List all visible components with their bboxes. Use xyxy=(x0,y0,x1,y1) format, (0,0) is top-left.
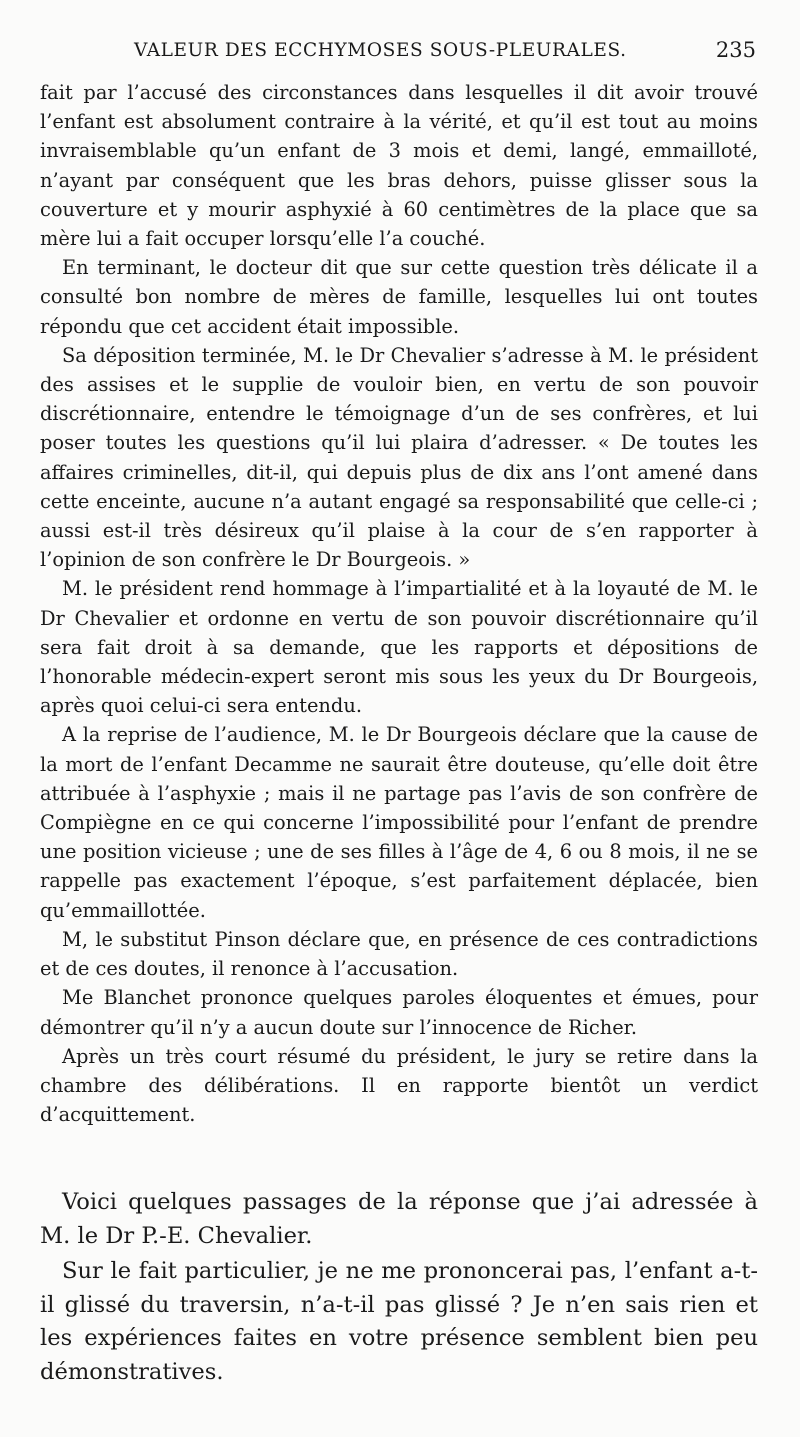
paragraph: M. le président rend hommage à l’impartialité et à la loyauté de M. le Dr Chevalier et ordonne en vertu de son pouvoir discrétionnaire qu’il sera fait droit à sa demande, que les rapports et dépositions de l’honorable médecin-expert seront mis sous les yeux du Dr Bourgeois, après quoi celui-ci sera entendu. xyxy=(40,577,758,718)
paragraph: Après un très court résumé du président, le jury se retire dans la chambre des délibérations. Il en rapporte bientôt un verdict d’acquittement. xyxy=(40,1044,758,1127)
running-title: VALEUR DES ECCHYMOSES SOUS-PLEURALES. xyxy=(134,40,627,61)
paragraph: Me Blanchet prononce quelques paroles éloquentes et émues, pour démontrer qu’il n’y a aucun doute sur l’innocence de Richer. xyxy=(40,986,758,1039)
paragraph: Sa déposition terminée, M. le Dr Chevalier s’adresse à M. le président des assises et le supplie de vouloir bien, en vertu de son pouvoir discrétionnaire, entendre le témoignage d’un de ses confrères, et lui poser toutes les questions qu’il lui plaira d’adresser. « De toutes les affaires criminelles, dit-il, qui depuis plus de dix ans l’ont amené dans cette enceinte, aucune n’a autant engagé sa responsabilité que celle-ci ; aussi est-il très désireux qu’il plaise à la cour de s’en rapporter à l’opinion de son confrère le Dr Bourgeois. » xyxy=(40,343,758,572)
large-paragraph: Voici quelques passages de la réponse que j’ai adressée à M. le Dr P.-E. Chevalier. xyxy=(40,1189,758,1249)
paragraph: M, le substitut Pinson déclare que, en présence de ces contradictions et de ces doutes, il renonce à l’accusation. xyxy=(40,927,758,981)
body-text xyxy=(40,78,758,1129)
paragraph: A la reprise de l’audience, M. le Dr Bourgeois déclare que la cause de la mort de l’enfant Decamme ne saurait être douteuse, qu’elle doit être attribuée à l’asphyxie ; mais il ne partage pas l’avis de son confrère de Compiègne en ce qui concerne l’impossibilité pour l’enfant de prendre une position vicieuse ; une de ses filles à l’âge de 4, 6 ou 8 mois, il ne se rappelle pas exactement l’époque, s’est parfaitement déplacée, bien qu’emmaillottée. xyxy=(40,723,758,922)
reply-section xyxy=(40,1186,758,1389)
page-number: 235 xyxy=(715,38,756,62)
page-header xyxy=(40,36,756,66)
paragraph: fait par l’accusé des circonstances dans lesquelles il dit avoir trouvé l’enfant est absolument contraire à la vérité, et qu’il est tout au moins invraisemblable qu’un enfant de 3 mois et demi, langé, emmailloté, n’ayant par conséquent que les bras dehors, puisse glisser sous la couverture et y mourir asphyxié à 60 centimètres de la place que sa mère lui a fait occuper lorsqu’elle l’a couché. xyxy=(40,81,758,251)
paragraph: En terminant, le docteur dit que sur cette question très délicate il a consulté bon nombre de mères de famille, lesquelles lui ont toutes répondu que cet accident était impossible. xyxy=(40,256,758,338)
large-paragraph: Sur le fait particulier, je ne me prononcerai pas, l’enfant a-t-il glissé du traversin, n’a-t-il pas glissé ? Je n’en sais rien et les expériences faites en votre présence semblent bien peu démonstratives. xyxy=(40,1258,758,1385)
